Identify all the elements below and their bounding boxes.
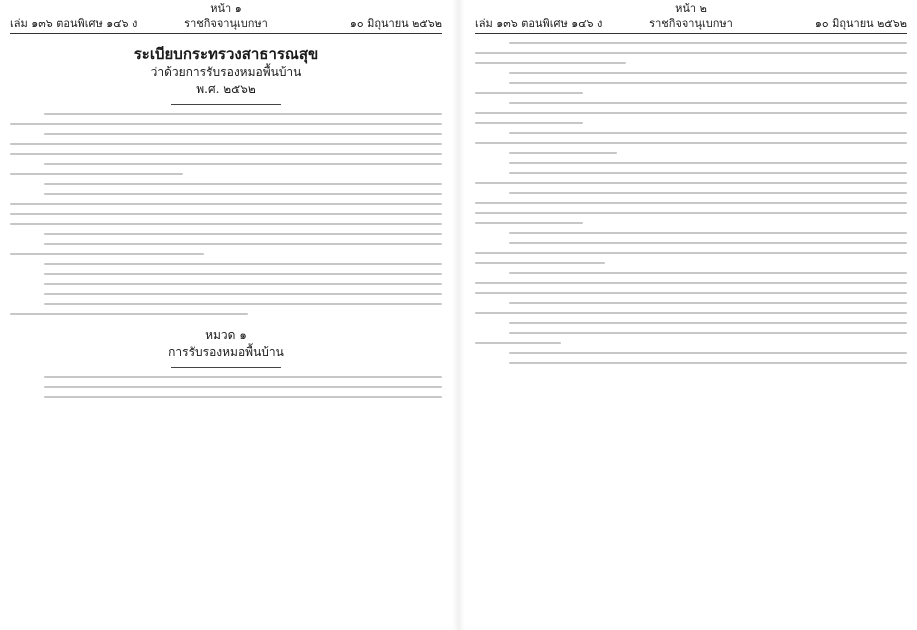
text-line bbox=[44, 243, 442, 245]
text-line bbox=[509, 232, 907, 234]
text-line bbox=[509, 332, 907, 334]
text-line bbox=[475, 142, 907, 144]
text-line bbox=[44, 233, 442, 235]
volume-label: เล่ม ๑๓๖ ตอนพิเศษ ๑๔๖ ง bbox=[475, 17, 603, 30]
text-line bbox=[509, 302, 907, 304]
gazette-name: ราชกิจจานุเบกษา bbox=[184, 17, 268, 30]
text-line bbox=[509, 152, 617, 154]
chapter-label: หมวด ๑ bbox=[205, 328, 247, 342]
book-gutter bbox=[452, 0, 465, 630]
text-line bbox=[44, 283, 442, 285]
volume-label: เล่ม ๑๓๖ ตอนพิเศษ ๑๔๖ ง bbox=[10, 17, 138, 30]
text-line bbox=[475, 282, 907, 284]
text-line bbox=[475, 202, 907, 204]
chapter-title: การรับรองหมอพื้นบ้าน bbox=[168, 345, 284, 359]
body-text-lines bbox=[475, 42, 907, 364]
page-header bbox=[475, 16, 907, 34]
text-line bbox=[10, 173, 183, 175]
publication-date: ๑๐ มิถุนายน ๒๕๖๒ bbox=[349, 17, 442, 30]
text-line bbox=[475, 62, 626, 64]
publication-date: ๑๐ มิถุนายน ๒๕๖๒ bbox=[814, 17, 907, 30]
text-line bbox=[44, 263, 442, 265]
text-line bbox=[475, 342, 561, 344]
regulation-title: ระเบียบกระทรวงสาธารณสุข bbox=[133, 45, 319, 63]
text-line bbox=[509, 102, 907, 104]
text-line bbox=[509, 352, 907, 354]
text-line bbox=[10, 203, 442, 205]
text-line bbox=[10, 153, 442, 155]
chapter-heading bbox=[10, 327, 442, 368]
text-line bbox=[44, 163, 442, 165]
text-line bbox=[475, 112, 907, 114]
text-line bbox=[475, 312, 907, 314]
text-line bbox=[475, 92, 583, 94]
left-page bbox=[0, 0, 452, 630]
text-line bbox=[509, 242, 907, 244]
text-line bbox=[44, 193, 442, 195]
text-line bbox=[509, 362, 907, 364]
text-line bbox=[509, 272, 907, 274]
text-line bbox=[509, 82, 907, 84]
page-number: หน้า ๑ bbox=[210, 2, 242, 15]
text-line bbox=[10, 123, 442, 125]
text-line bbox=[10, 253, 204, 255]
regulation-title-block bbox=[10, 44, 442, 105]
text-line bbox=[44, 183, 442, 185]
text-line bbox=[44, 273, 442, 275]
text-line bbox=[44, 133, 442, 135]
text-line bbox=[475, 252, 907, 254]
text-line bbox=[10, 313, 248, 315]
text-line bbox=[475, 182, 907, 184]
text-line bbox=[44, 386, 442, 388]
right-page bbox=[465, 0, 917, 630]
text-line bbox=[475, 122, 583, 124]
text-line bbox=[509, 322, 907, 324]
text-line bbox=[475, 292, 907, 294]
text-line bbox=[475, 222, 583, 224]
text-line bbox=[475, 52, 907, 54]
text-line bbox=[475, 262, 605, 264]
chapter-divider bbox=[171, 367, 281, 368]
page-number: หน้า ๒ bbox=[675, 2, 707, 15]
body-text-lines bbox=[10, 113, 442, 315]
text-line bbox=[44, 303, 442, 305]
text-line bbox=[44, 113, 442, 115]
gazette-name: ราชกิจจานุเบกษา bbox=[649, 17, 733, 30]
text-line bbox=[509, 72, 907, 74]
page-header bbox=[10, 16, 442, 34]
text-line bbox=[509, 132, 907, 134]
text-line bbox=[10, 213, 442, 215]
text-line bbox=[509, 192, 907, 194]
text-line bbox=[10, 223, 442, 225]
text-line bbox=[44, 396, 442, 398]
regulation-year: พ.ศ. ๒๕๖๒ bbox=[196, 82, 256, 96]
text-line bbox=[44, 293, 442, 295]
chapter-body-lines bbox=[10, 376, 442, 398]
text-line bbox=[509, 42, 907, 44]
text-line bbox=[509, 162, 907, 164]
text-line bbox=[509, 172, 907, 174]
title-divider bbox=[171, 104, 281, 105]
regulation-subtitle: ว่าด้วยการรับรองหมอพื้นบ้าน bbox=[150, 65, 302, 79]
text-line bbox=[475, 212, 907, 214]
text-line bbox=[10, 143, 442, 145]
text-line bbox=[44, 376, 442, 378]
